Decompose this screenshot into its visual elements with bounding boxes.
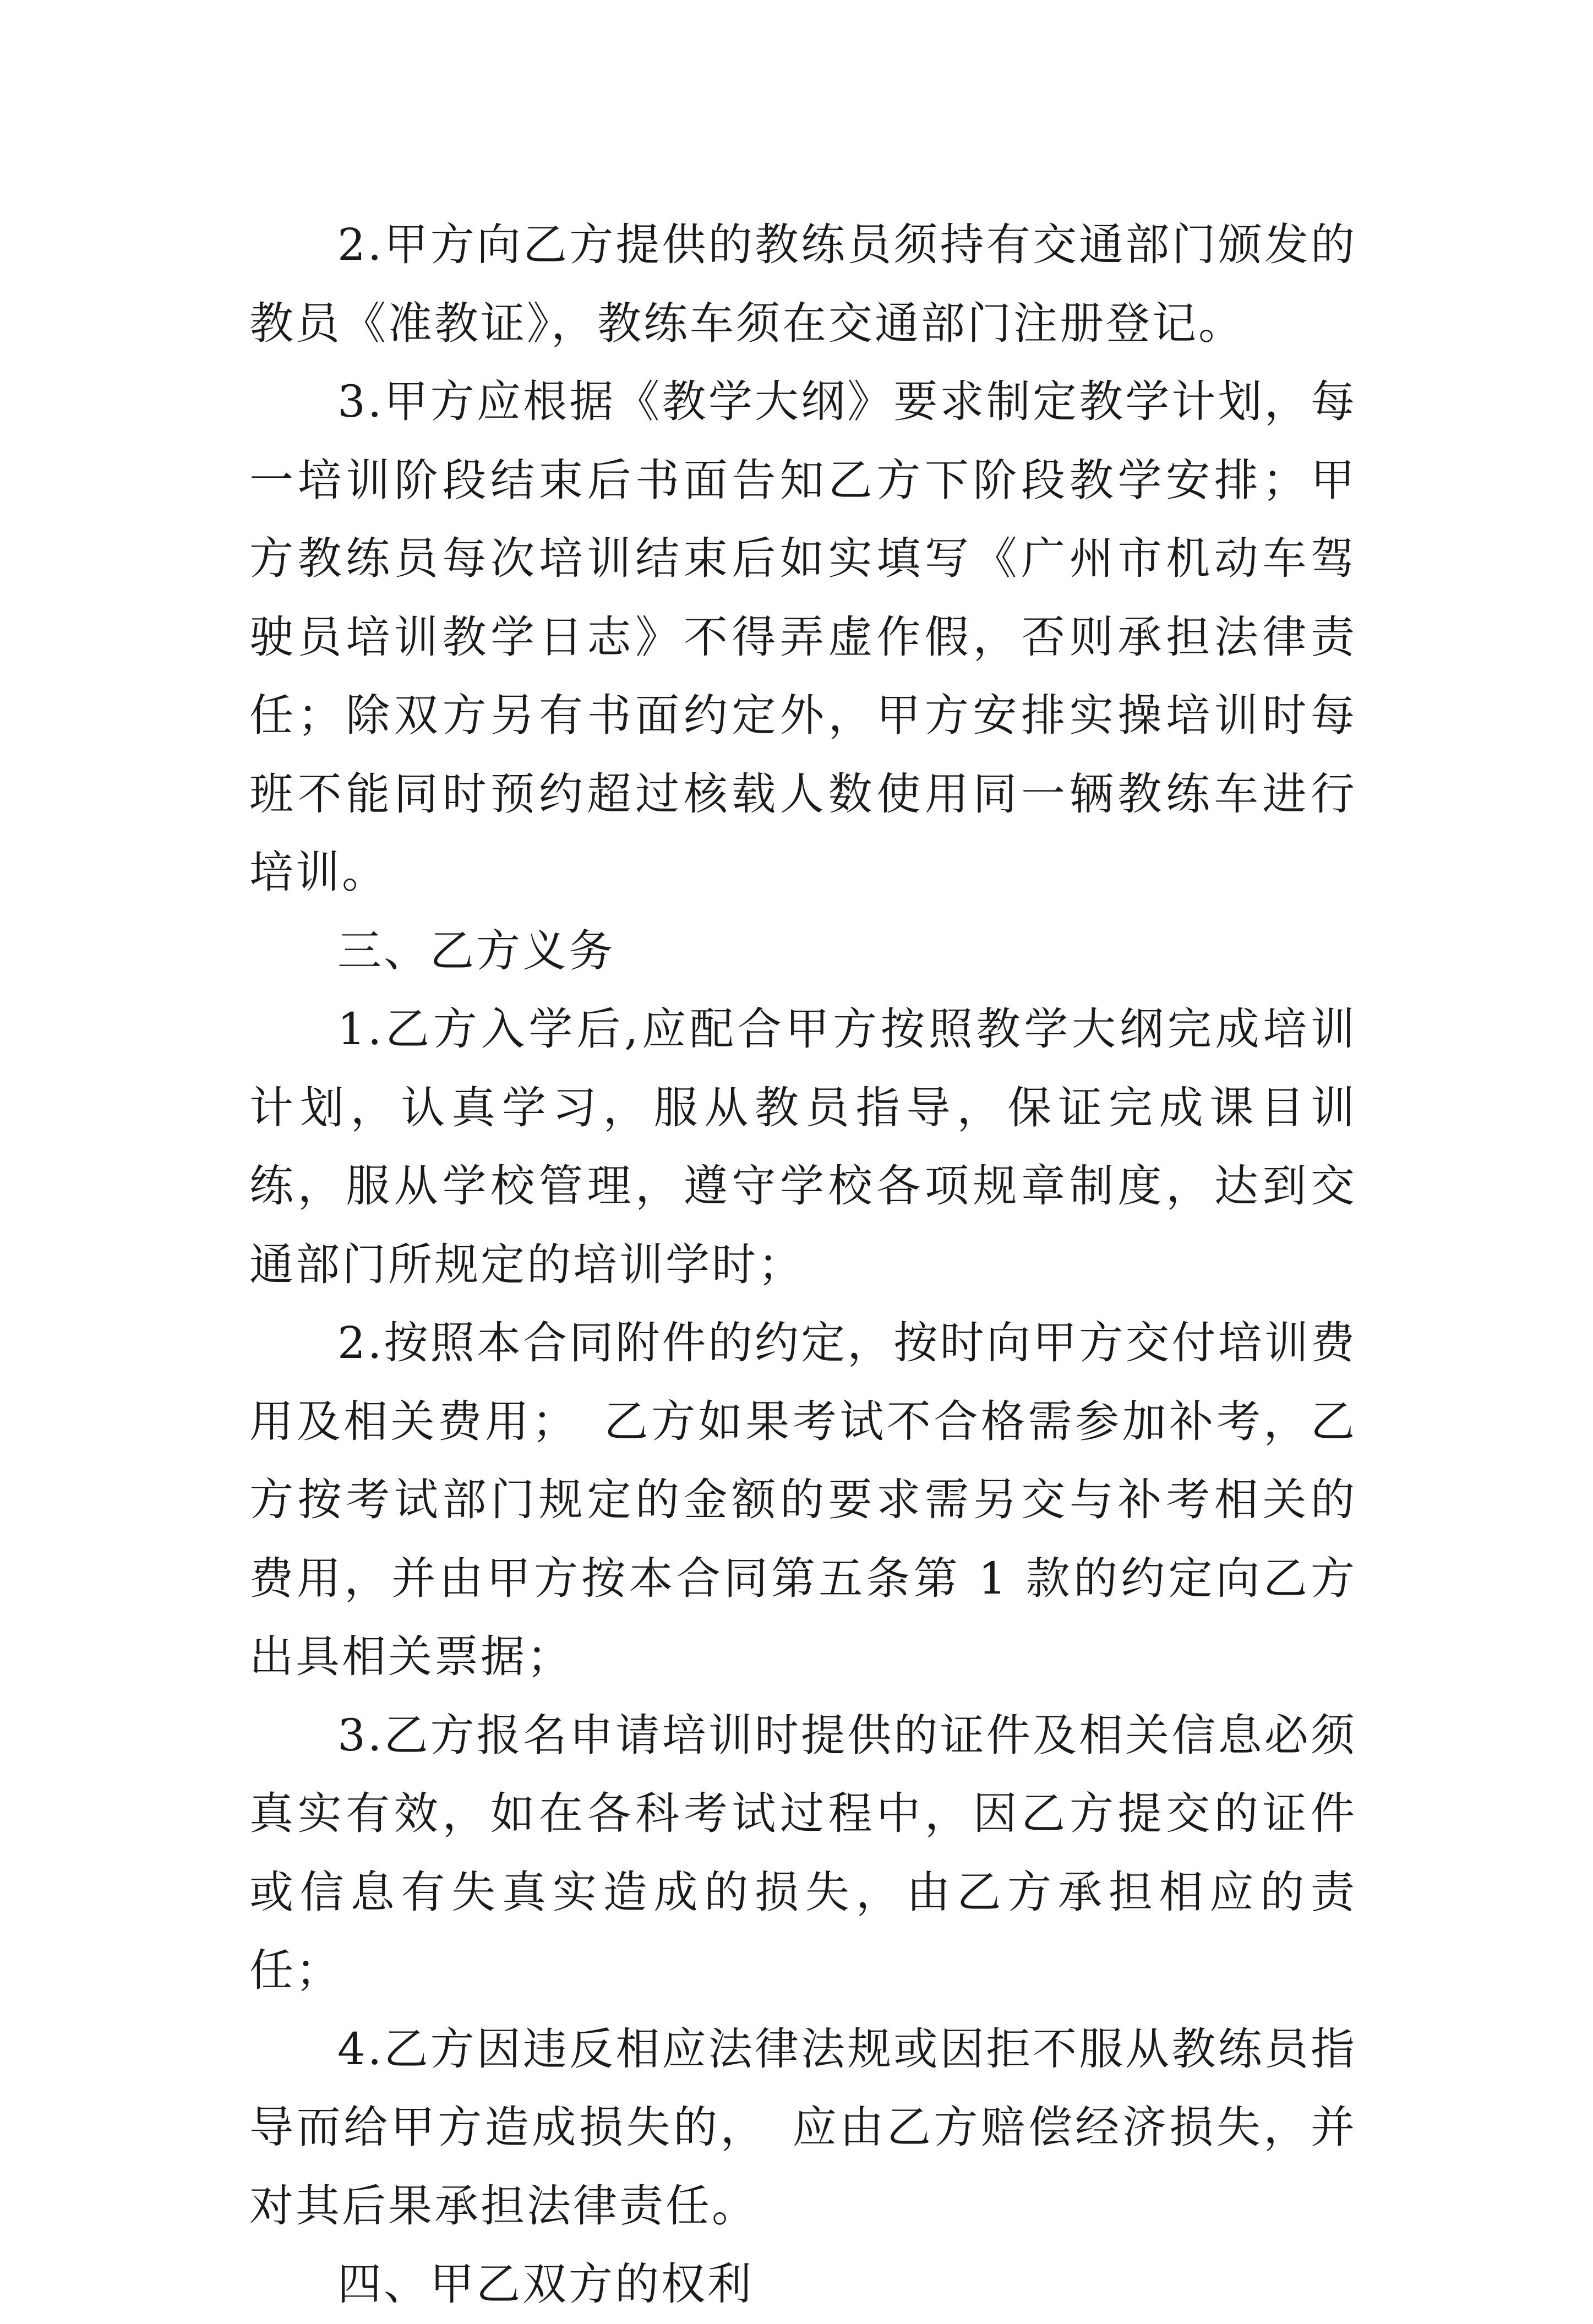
paragraph-fee-payment: 2.按照本合同附件的约定，按时向甲方交付培训费用及相关费用； 乙方如果考试不合格需参加补考，乙方按考试部门规定的金额的要求需另交与补考相关的费用，并由甲方按本合同第五条第 1 款的约定向乙方出具相关票据； [249, 1317, 1357, 1682]
paragraph-liability: 4.乙方因违反相应法律法规或因拒不服从教练员指导而给甲方造成损失的， 应由乙方赔偿经济损失，并对其后果承担法律责任。 [249, 2023, 1357, 2232]
paragraph-teaching-plan: 3.甲方应根据《教学大纲》要求制定教学计划，每一培训阶段结束后书面告知乙方下阶段教学安排；甲方教练员每次培训结束后如实填写《广州市机动车驾驶员培训教学日志》不得弄虚作假，否则承担法律责任；除双方另有书面约定外，甲方安排实操培训时每班不能同时预约超过核载人数使用同一辆教练车进行培训。 [249, 376, 1357, 898]
section-heading-rights: 四、甲乙双方的权利 [337, 2258, 754, 2310]
paragraph-document-authenticity: 3.乙方报名申请培训时提供的证件及相关信息必须真实有效，如在各科考试过程中，因乙方提交的证件或信息有失真实造成的损失，由乙方承担相应的责任； [249, 1709, 1357, 1996]
paragraph-training-compliance: 1.乙方入学后,应配合甲方按照教学大纲完成培训计划，认真学习，服从教员指导，保证完成课目训练，服从学校管理，遵守学校各项规章制度，达到交通部门所规定的培训学时； [249, 1003, 1357, 1290]
document-body [249, 206, 1357, 2324]
section-heading-party-b-obligations: 三、乙方义务 [337, 925, 615, 976]
paragraph-coach-credentials: 2.甲方向乙方提供的教练员须持有交通部门颁发的教员《准教证》，教练车须在交通部门注册登记。 [249, 219, 1357, 349]
